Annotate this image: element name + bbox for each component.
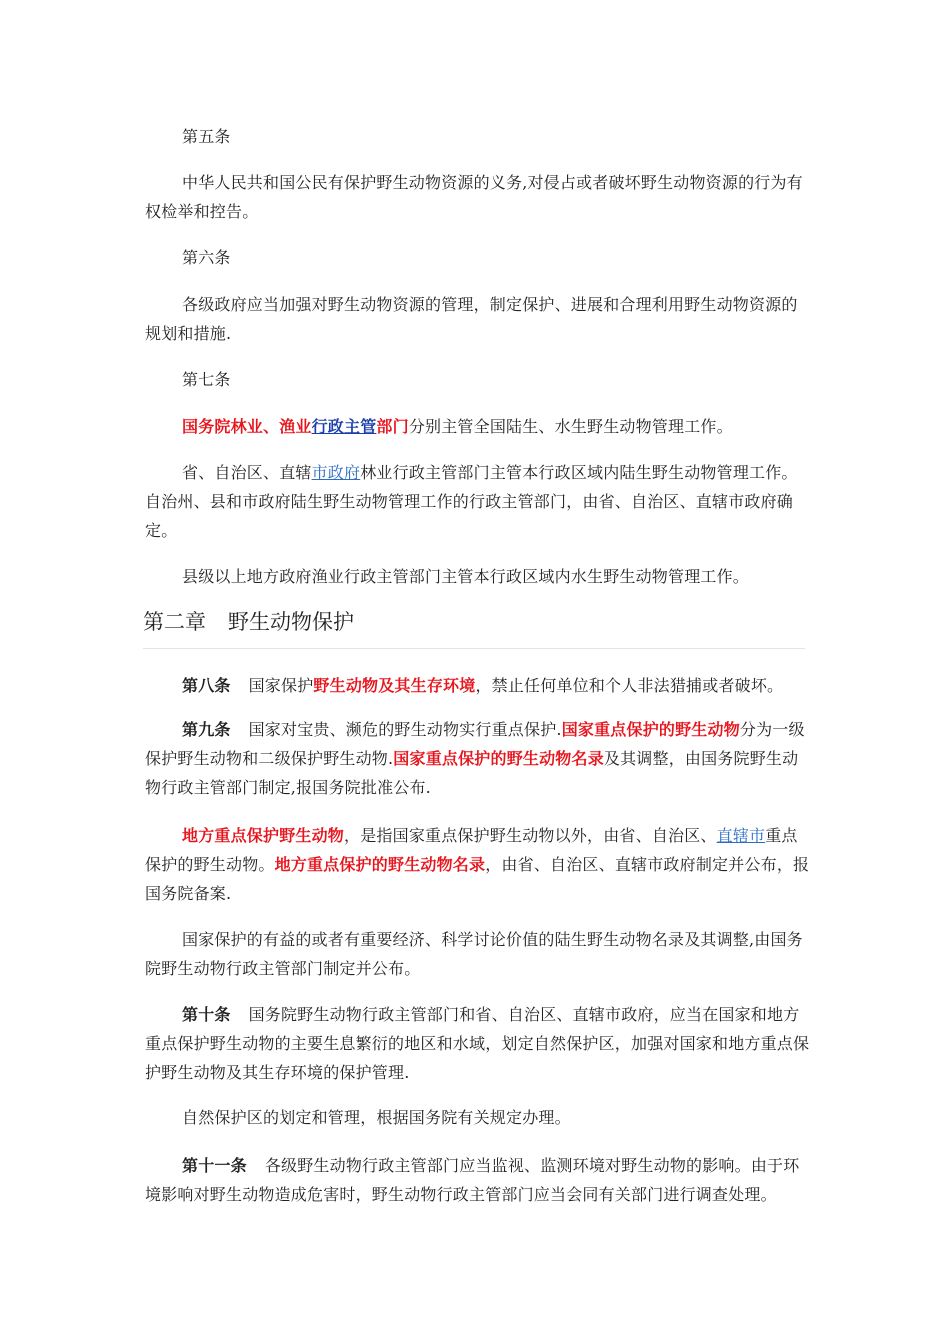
article-6-heading: 第六条 — [182, 248, 231, 267]
article-10-heading: 第十条 — [182, 1005, 231, 1024]
article-5-heading: 第五条 — [182, 127, 231, 146]
article-9-para-3: 国家保护的有益的或者有重要经济、科学讨论价值的陆生野生动物名录及其调整,由国务院野生动物行政主管部门制定并公布。 — [145, 930, 803, 978]
highlight-text: 部门 — [376, 417, 409, 436]
article-5-text: 中华人民共和国公民有保护野生动物资源的义务,对侵占或者破坏野生动物资源的行为有权检举和控告。 — [145, 173, 803, 221]
highlight-text: 野生动物及其生存环境 — [313, 676, 476, 695]
article-11: 第十一条 各级野生动物行政主管部门应当监视、监测环境对野生动物的影响。由于环境影响对野生动物造成危害时，野生动物行政主管部门应当会同有关部门进行调查处理。 — [145, 1156, 800, 1204]
chapter-heading: 第二章 野生动物保护 — [143, 606, 805, 649]
highlight-text: 国家重点保护的野生动物 — [561, 720, 740, 739]
article-7-para-3: 县级以上地方政府渔业行政主管部门主管本行政区域内水生野生动物管理工作。 — [182, 567, 750, 586]
article-6-text: 各级政府应当加强对野生动物资源的管理，制定保护、进展和合理利用野生动物资源的规划和措施. — [145, 295, 798, 343]
article-7-heading: 第七条 — [182, 370, 231, 389]
admin-link[interactable]: 行政主管 — [311, 417, 377, 436]
municipality-link[interactable]: 直辖市 — [716, 826, 766, 845]
highlight-text: 地方重点保护野生动物 — [182, 826, 345, 845]
highlight-text: 地方重点保护的野生动物名录 — [274, 855, 486, 874]
article-8-heading: 第八条 — [182, 676, 231, 695]
article-7-para-2: 省、自治区、直辖市政府林业行政主管部门主管本行政区域内陆生野生动物管理工作。自治州、县和市政府陆生野生动物管理工作的行政主管部门，由省、自治区、直辖市政府确定。 — [145, 463, 798, 540]
highlight-text: 国务院林业、渔业 — [182, 417, 312, 436]
article-9-heading: 第九条 — [182, 720, 231, 739]
article-9: 第九条 国家对宝贵、濒危的野生动物实行重点保护.国家重点保护的野生动物分为一级保护野生动物和二级保护野生动物.国家重点保护的野生动物名录及其调整，由国务院野生动物行政主管部门制定,报国务院批准公布. — [145, 720, 805, 797]
article-10: 第十条 国务院野生动物行政主管部门和省、自治区、直辖市政府，应当在国家和地方重点保护野生动物的主要生息繁衍的地区和水域，划定自然保护区，加强对国家和地方重点保护野生动物及其生存环境的保护管理. — [145, 1005, 810, 1082]
article-10-para-2: 自然保护区的划定和管理，根据国务院有关规定办理。 — [182, 1108, 571, 1127]
article-11-heading: 第十一条 — [182, 1156, 247, 1175]
article-9-para-2: 地方重点保护野生动物，是指国家重点保护野生动物以外，由省、自治区、直辖市重点保护的野生动物。地方重点保护的野生动物名录，由省、自治区、直辖市政府制定并公布，报国务院备案. — [145, 826, 810, 903]
city-government-link[interactable]: 市政府 — [311, 463, 361, 482]
highlight-text: 国家重点保护的野生动物名录 — [393, 749, 604, 768]
article-7-para-1: 国务院林业、渔业行政主管部门分别主管全国陆生、水生野生动物管理工作。 — [182, 417, 733, 436]
article-8: 第八条 国家保护野生动物及其生存环境，禁止任何单位和个人非法猎捕或者破坏。 — [182, 676, 784, 695]
